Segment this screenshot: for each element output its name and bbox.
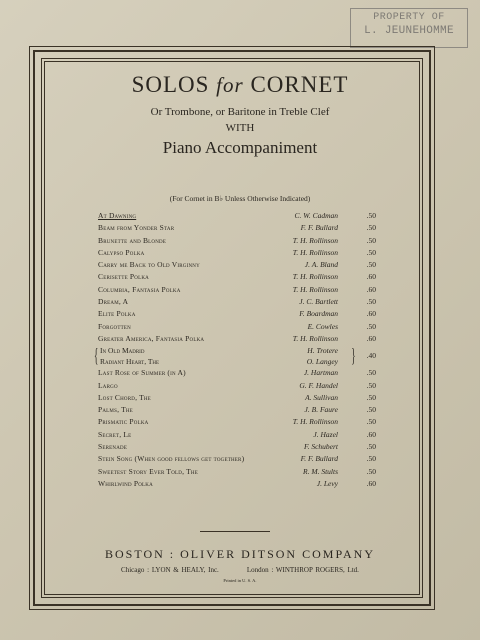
solo-row xyxy=(98,404,376,416)
right-brace: } xyxy=(351,345,356,368)
solo-composer: J. Levy xyxy=(316,478,338,488)
agents-line xyxy=(0,566,480,574)
solo-title: Greater America, Fantasia Polka xyxy=(98,333,205,343)
solo-title: In Old Madrid xyxy=(100,346,145,356)
solo-row xyxy=(98,478,376,490)
solo-row xyxy=(98,333,376,345)
solo-composer: J. A. Bland xyxy=(304,260,338,270)
solo-row xyxy=(98,284,376,296)
publisher: BOSTON : OLIVER DITSON COMPANY xyxy=(104,547,376,561)
solo-price: .50 xyxy=(366,405,376,415)
solo-composer: H. Trotere xyxy=(307,346,338,356)
solo-title: Sweetest Story Ever Told, The xyxy=(98,466,198,476)
solo-title: Carry me Back to Old Virginny xyxy=(98,260,200,270)
ownership-stamp xyxy=(350,8,468,48)
solo-row xyxy=(98,271,376,283)
accompaniment-title: Piano Accompaniment xyxy=(162,138,318,157)
stamp-line-1: PROPERTY OF xyxy=(373,12,445,23)
solo-composer: F. Schubert xyxy=(303,442,338,452)
solo-price: .60 xyxy=(366,272,376,282)
solo-title: Forgotten xyxy=(98,321,131,331)
solo-row xyxy=(98,296,376,308)
solo-composer: J. B. Faure xyxy=(304,405,338,415)
solo-title: Columbia, Fantasia Polka xyxy=(98,284,181,294)
solo-composer: C. W. Cadman xyxy=(294,211,338,220)
london-agent: London : WINTHROP ROGERS, Ltd. xyxy=(246,566,359,574)
solo-composer: T. H. Rollinson xyxy=(292,235,338,245)
left-brace: { xyxy=(94,345,99,368)
solo-composer: J. C. Bartlett xyxy=(299,297,338,307)
solo-row xyxy=(98,441,376,453)
solo-price: .50 xyxy=(366,223,376,233)
solo-price: .60 xyxy=(366,478,376,488)
solo-row xyxy=(98,416,376,428)
solo-composer: F. F. Bullard xyxy=(300,223,338,233)
key-note: (For Cornet in B♭ Unless Otherwise Indicated) xyxy=(169,194,311,203)
solo-price: .50 xyxy=(366,442,376,452)
solo-price: .50 xyxy=(366,321,376,331)
solo-row xyxy=(98,453,376,465)
divider-rule xyxy=(200,531,270,532)
solo-title: Largo xyxy=(98,380,118,390)
solo-row xyxy=(98,222,376,234)
solo-price: .60 xyxy=(366,429,376,439)
solo-title: Serenade xyxy=(98,442,128,452)
solo-title: Secret, Le xyxy=(98,429,132,439)
solo-price: .40 xyxy=(366,351,376,361)
solo-row xyxy=(98,380,376,392)
solo-composer: G. F. Handel xyxy=(299,380,338,390)
solo-composer: A. Sullivan xyxy=(305,392,338,402)
solo-title: Brunette and Blonde xyxy=(98,235,167,245)
solo-composer: R. M. Stults xyxy=(303,466,338,476)
solo-title: Calypso Polka xyxy=(98,247,145,257)
solo-composer: T. H. Rollinson xyxy=(292,247,338,257)
solo-composer: T. H. Rollinson xyxy=(292,284,338,294)
solo-title: Last Rose of Summer (in A) xyxy=(98,368,186,378)
solo-price: .50 xyxy=(366,247,376,257)
solo-composer: T. H. Rollinson xyxy=(292,272,338,282)
solo-title: Prismatic Polka xyxy=(98,417,149,427)
solo-composer: F. Boardman xyxy=(299,309,338,319)
solo-row xyxy=(98,235,376,247)
solo-row xyxy=(98,210,376,222)
solo-row xyxy=(98,367,376,379)
solo-price: .50 xyxy=(366,466,376,476)
solo-price: .50 xyxy=(366,392,376,402)
solo-title: Radiant Heart, The xyxy=(100,357,160,367)
solo-title: Stein Song (When good fellows get together) xyxy=(98,454,245,464)
solo-title: Dream, A xyxy=(98,297,129,307)
solo-composer: T. H. Rollinson xyxy=(292,333,338,343)
solo-composer: O. Langey xyxy=(306,357,338,367)
solo-title: Elite Polka xyxy=(98,309,136,319)
solo-price: .50 xyxy=(366,260,376,270)
solo-price: .60 xyxy=(366,333,376,343)
subtitle: Or Trombone, or Baritone in Treble Clef xyxy=(150,106,330,118)
paired-solo-row xyxy=(94,345,376,368)
solo-title: Palms, The xyxy=(98,405,133,415)
solo-composer: J. Hartman xyxy=(303,368,338,378)
solo-price: .60 xyxy=(366,309,376,319)
solo-list xyxy=(94,210,376,490)
solo-row xyxy=(98,259,376,271)
printed-in: Printed in U. S. A. xyxy=(223,578,257,583)
solo-composer: J. Hazel xyxy=(313,429,338,439)
solo-price: .50 xyxy=(366,297,376,307)
solo-title: Whirlwind Polka xyxy=(98,478,153,488)
title-for: for xyxy=(216,73,244,97)
solo-composer: T. H. Rollinson xyxy=(292,417,338,427)
solo-price: .60 xyxy=(366,284,376,294)
solo-title: Beam from Yonder Star xyxy=(98,223,175,233)
solo-price: .50 xyxy=(366,380,376,390)
solo-title: Cerisette Polka xyxy=(98,272,149,282)
solo-row xyxy=(98,429,376,441)
solo-composer: E. Cowles xyxy=(307,321,338,331)
title-solos: SOLOS xyxy=(131,72,210,97)
solo-composer: F. F. Bullard xyxy=(300,454,338,464)
solo-row xyxy=(98,466,376,478)
solo-row xyxy=(98,247,376,259)
solo-price: .50 xyxy=(366,454,376,464)
page-title xyxy=(0,72,480,98)
solo-price: .50 xyxy=(366,211,376,220)
solo-title: Lost Chord, The xyxy=(98,392,151,402)
stamp-line-2: L. JEUNEHOMME xyxy=(364,25,454,37)
solo-title: At Dawning xyxy=(98,211,137,220)
solo-row xyxy=(98,321,376,333)
solo-price: .50 xyxy=(366,368,376,378)
solo-row xyxy=(98,392,376,404)
title-cornet: CORNET xyxy=(250,72,349,97)
solo-row xyxy=(98,308,376,320)
solo-price: .50 xyxy=(366,235,376,245)
chicago-agent: Chicago : LYON & HEALY, Inc. xyxy=(121,566,219,574)
solo-price: .50 xyxy=(366,417,376,427)
with-label: WITH xyxy=(225,122,255,134)
